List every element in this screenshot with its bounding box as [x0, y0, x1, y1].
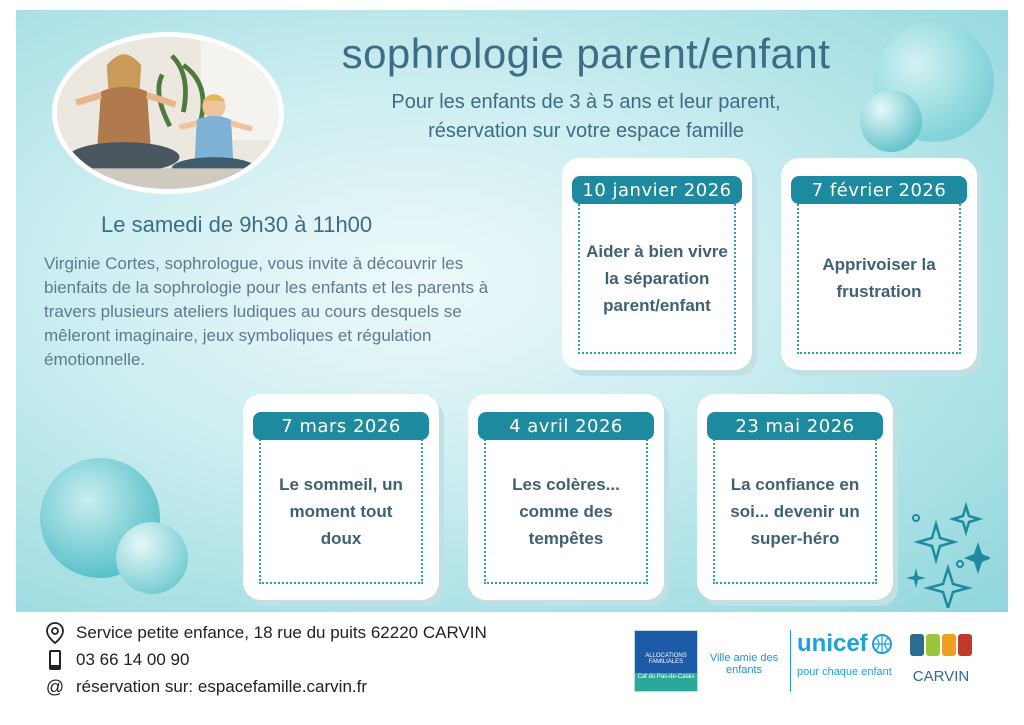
session-card-frame	[797, 184, 961, 354]
parent-child-meditation-photo	[52, 32, 284, 194]
session-topic: La confiance en soi... devenir un super-héro	[730, 474, 860, 548]
session-card	[781, 158, 977, 370]
poster	[16, 10, 1008, 612]
address-text: Service petite enfance, 18 rue du puits 62220 CARVIN	[76, 623, 487, 642]
carvin-logo	[904, 630, 978, 692]
session-card	[468, 394, 664, 600]
session-card	[562, 158, 752, 370]
ville-amie-des-enfants-logo: Ville amie des enfants	[709, 652, 779, 676]
session-card-frame	[259, 420, 423, 584]
page-title: sophrologie parent/enfant	[341, 30, 831, 77]
session-card-frame	[578, 184, 736, 354]
session-date: 23 mai 2026	[707, 412, 883, 440]
globe-icon	[871, 633, 893, 655]
session-topic: Le sommeil, un moment tout doux	[279, 474, 403, 548]
session-card-frame	[713, 420, 877, 584]
sparkles-icon	[906, 498, 990, 608]
decorative-bubble	[116, 522, 188, 594]
session-card	[243, 394, 439, 600]
map-pin-icon	[44, 622, 66, 644]
session-date: 7 février 2026	[791, 176, 967, 204]
session-date: 4 avril 2026	[478, 412, 654, 440]
subtitle-line: réservation sur votre espace famille	[428, 120, 744, 142]
carvin-logo-blocks	[904, 634, 978, 660]
phone-icon	[44, 649, 66, 671]
session-topic: Aider à bien vivre la séparation parent/enfant	[586, 241, 728, 315]
carvin-name: CARVIN	[912, 668, 970, 685]
footer-address	[44, 622, 487, 644]
unicef-name: unicef	[797, 630, 868, 657]
at-sign-icon: @	[45, 676, 65, 697]
reservation-text: réservation sur: espacefamille.carvin.fr	[76, 677, 368, 696]
session-date: 10 janvier 2026	[572, 176, 742, 204]
footer-phone	[44, 649, 189, 671]
subtitle-line: Pour les enfants de 3 à 5 ans et leur parent,	[391, 91, 781, 113]
caf-logo-bottom: Caf du Pas-de-Calais	[635, 673, 697, 691]
session-topic: Les colères... comme des tempêtes	[512, 474, 620, 548]
unicef-logo	[790, 630, 900, 692]
unicef-tagline: pour chaque enfant	[797, 666, 892, 678]
session-card-frame	[484, 420, 648, 584]
footer-reservation	[44, 676, 367, 698]
phone-text: 03 66 14 00 90	[76, 650, 190, 669]
session-date: 7 mars 2026	[253, 412, 429, 440]
session-topic: Apprivoiser la frustration	[822, 255, 936, 301]
unicef-wordmark	[797, 630, 900, 658]
caf-logo-top: ALLOCATIONS FAMILIALES	[635, 631, 697, 673]
caf-logo	[634, 630, 698, 692]
session-card	[697, 394, 893, 600]
schedule-text: Le samedi de 9h30 à 11h00	[101, 212, 373, 237]
intro-paragraph: Virginie Cortes, sophrologue, vous invite à découvrir les bienfaits de la sophrologie pour les enfants et les parents à travers plusieurs ateliers ludiques au cours desquels se mêleront imaginaire, jeux symboliques et régulation émotionnelle.	[44, 254, 489, 369]
subtitle	[296, 88, 876, 146]
